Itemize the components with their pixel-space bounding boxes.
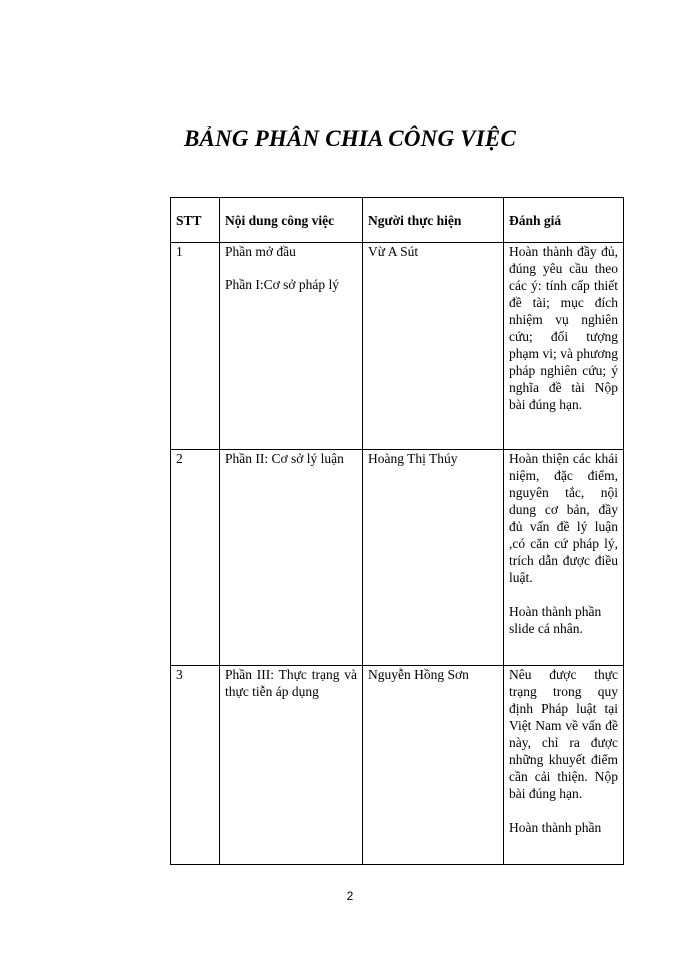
content-line: Phần III: Thực trạng và thực tiễn áp dụng xyxy=(225,667,357,699)
evaluation-paragraph: Nêu được thực trạng trong quy định Pháp luật tại Việt Nam về vấn đề này, chỉ ra được những khuyết điểm cần cải thiện. Nộp bài đúng hạn. xyxy=(509,667,618,801)
row-stt: 2 xyxy=(171,450,220,666)
table-row xyxy=(171,450,624,666)
table-row xyxy=(171,666,624,865)
header-evaluation: Đánh giá xyxy=(504,198,624,243)
header-stt: STT xyxy=(171,198,220,243)
row-content xyxy=(220,450,363,666)
table-row xyxy=(171,243,624,450)
row-evaluation xyxy=(504,450,624,666)
row-stt: 3 xyxy=(171,666,220,865)
row-content xyxy=(220,243,363,450)
row-evaluation xyxy=(504,666,624,865)
document-title: BẢNG PHÂN CHIA CÔNG VIỆC xyxy=(184,126,516,151)
page-number: 2 xyxy=(346,889,354,903)
content-line: Phần mở đầu xyxy=(225,244,296,259)
evaluation-paragraph: Hoàn thiện các khái niệm, đặc điểm, nguyên tắc, nội dung cơ bản, đầy đủ vấn đề lý luận ,có căn cứ pháp lý, trích dẫn được điều luật. xyxy=(509,451,618,585)
row-person: Nguyễn Hồng Sơn xyxy=(363,666,504,865)
work-division-table xyxy=(170,197,624,865)
row-stt: 1 xyxy=(171,243,220,450)
header-person: Người thực hiện xyxy=(363,198,504,243)
content-line: Phần I:Cơ sở pháp lý xyxy=(225,277,340,292)
content-line: Phần II: Cơ sở lý luận xyxy=(225,451,344,466)
row-content xyxy=(220,666,363,865)
row-person: Hoàng Thị Thúy xyxy=(363,450,504,666)
row-evaluation xyxy=(504,243,624,450)
row-person: Vừ A Sút xyxy=(363,243,504,450)
evaluation-paragraph: Hoàn thành phần slide cá nhân. xyxy=(509,604,602,636)
header-content: Nội dung công việc xyxy=(220,198,363,243)
evaluation-paragraph: Hoàn thành phần xyxy=(509,820,602,835)
evaluation-paragraph: Hoàn thành đầy đủ, đúng yêu cầu theo các ý: tính cấp thiết đề tài; mục đích nhiệm vụ nghiên cứu; đối tượng phạm vi; và phương pháp nghiên cứu; ý nghĩa đề tài Nộp bài đúng hạn. xyxy=(509,244,618,412)
table-header-row xyxy=(171,198,624,243)
